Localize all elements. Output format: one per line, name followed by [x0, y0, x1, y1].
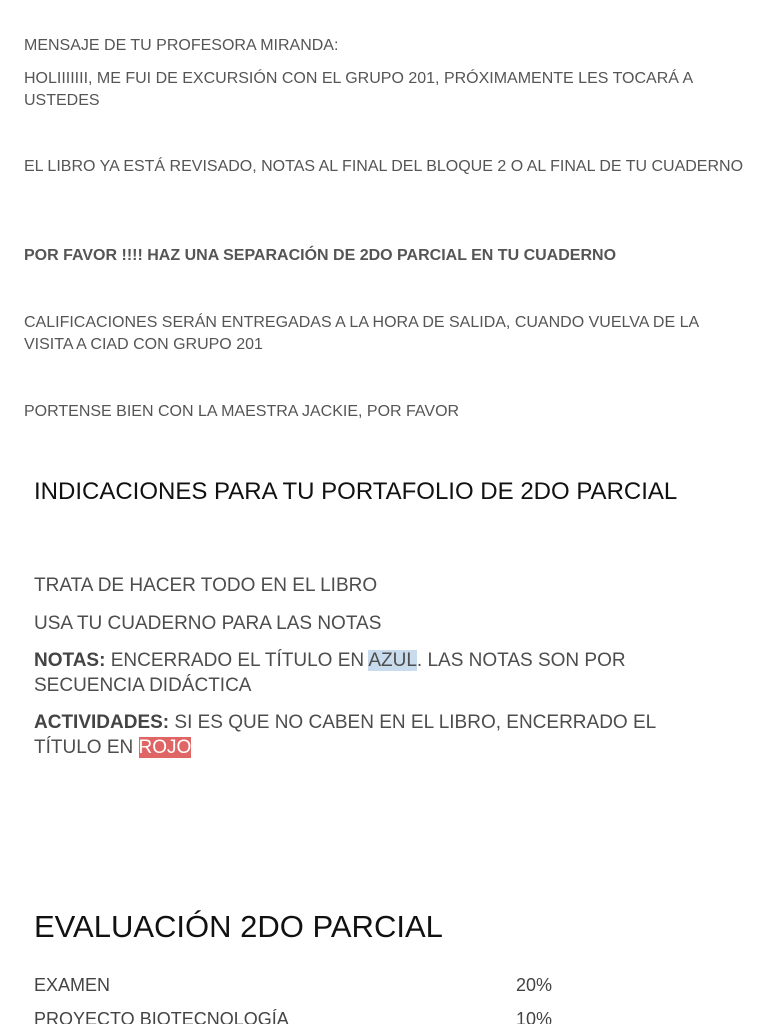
actividades-text: SI ES QUE NO CABEN EN EL LIBRO, ENCERRADO EL TÍTULO EN: [34, 712, 656, 758]
instruction-cuaderno: USA TU CUADERNO PARA LAS NOTAS: [34, 613, 382, 634]
evaluacion-row-value: 10%: [515, 1009, 552, 1024]
message-line-calificaciones: CALIFICACIONES SERÁN ENTREGADAS A LA HORA DE SALIDA, CUANDO VUELVA DE LA VISITA A CIAD CON GRUPO 201: [24, 314, 699, 353]
portafolio-heading: INDICACIONES PARA TU PORTAFOLIO DE 2DO PARCIAL: [34, 478, 678, 505]
notas-highlight-azul: AZUL: [368, 650, 417, 671]
message-line-excursion: HOLIIIIIII, ME FUI DE EXCURSIÓN CON EL GRUPO 201, PRÓXIMAMENTE LES TOCARÁ A USTEDES: [24, 70, 693, 109]
instruction-libro: TRATA DE HACER TODO EN EL LIBRO: [34, 575, 378, 596]
evaluacion-row-label: EXAMEN: [34, 975, 111, 995]
message-line-jackie: PORTENSE BIEN CON LA MAESTRA JACKIE, POR FAVOR: [24, 403, 460, 420]
evaluacion-row-value: 20%: [515, 975, 552, 995]
message-header: MENSAJE DE TU PROFESORA MIRANDA:: [24, 37, 339, 54]
notas-text-a: ENCERRADO EL TÍTULO EN: [105, 650, 369, 671]
instruction-notas: [34, 648, 688, 698]
notas-label: NOTAS:: [34, 650, 106, 671]
instruction-actividades: [34, 710, 688, 760]
message-line-separacion: POR FAVOR !!!! HAZ UNA SEPARACIÓN DE 2DO PARCIAL EN TU CUADERNO: [24, 247, 617, 264]
message-line-libro: EL LIBRO YA ESTÁ REVISADO, NOTAS AL FINAL DEL BLOQUE 2 O AL FINAL DE TU CUADERNO: [24, 158, 744, 175]
evaluacion-heading: EVALUACIÓN 2DO PARCIAL: [34, 909, 443, 944]
actividades-highlight-rojo: ROJO: [138, 737, 192, 758]
notas-text-b: . LAS NOTAS SON POR SECUENCIA DIDÁCTICA: [34, 650, 626, 696]
actividades-label: ACTIVIDADES:: [34, 712, 170, 733]
evaluacion-row-label: PROYECTO BIOTECNOLOGÍA: [34, 1009, 289, 1024]
